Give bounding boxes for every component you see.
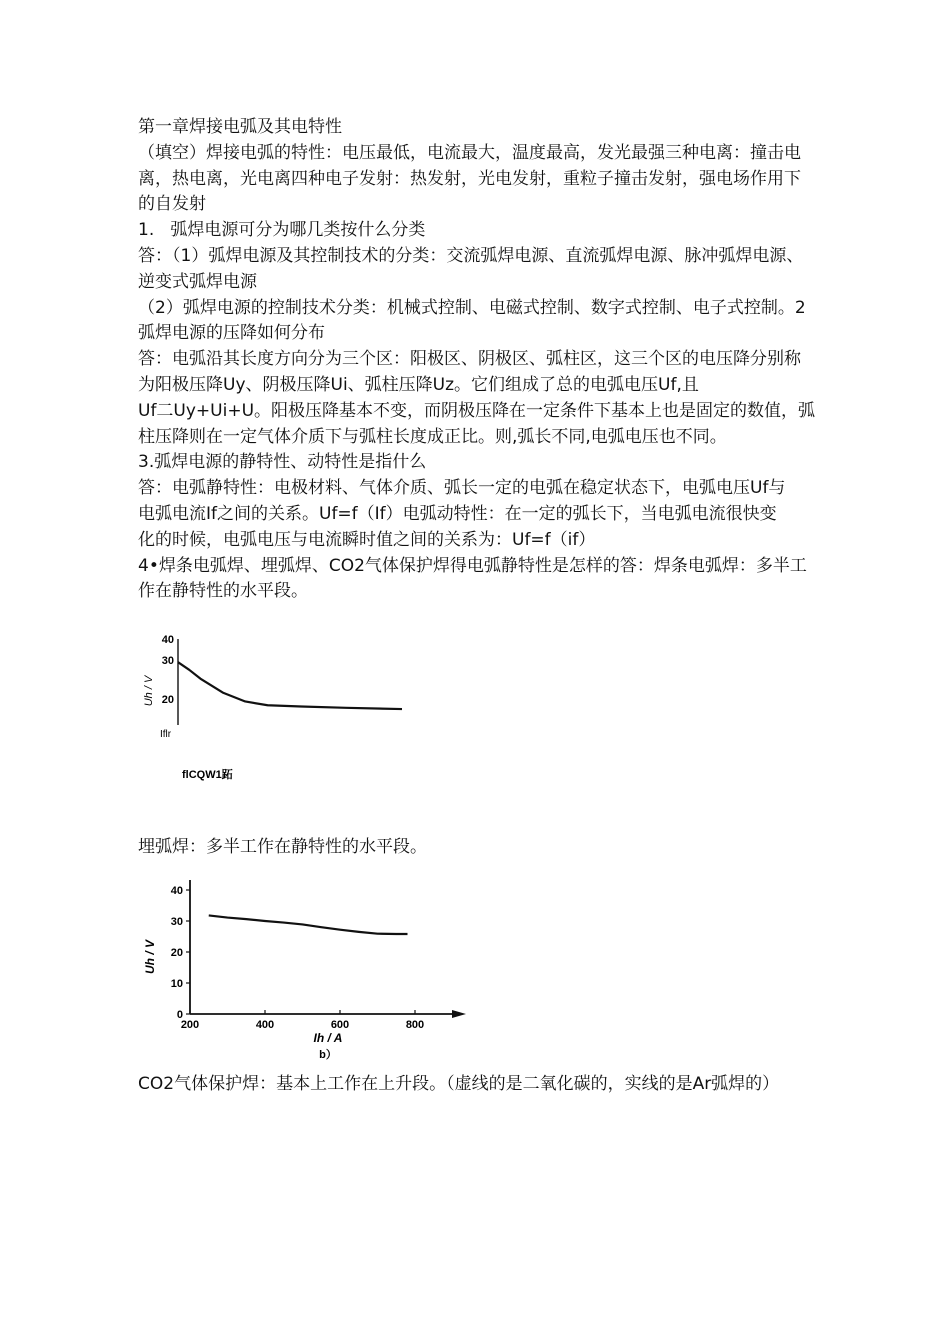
fig2-x-tick-label: 400 <box>255 1019 275 1031</box>
fig1-caption: flCQW1跖 <box>182 769 233 781</box>
fig2-x-axis-arrow <box>452 1010 466 1018</box>
text-line: 4•焊条电弧焊、埋弧焊、CO2气体保护焊得电弧静特性是怎样的答：焊条电弧焊：多半工 <box>138 555 807 576</box>
fig2-y-tick-label: 30 <box>170 916 183 928</box>
fig2-ticks <box>171 885 424 1031</box>
text-line: （2）弧焊电源的控制技术分类：机械式控制、电磁式控制、数字式控制、电子式控制。2 <box>138 297 806 318</box>
fig2-y-tick-label: 0 <box>176 1009 183 1021</box>
text-line: 电弧电流If之间的关系。Uf=f（If）电弧动特性：在一定的弧长下，当电弧电流很快变 <box>138 503 777 524</box>
text-line: 化的时候，电弧电压与电流瞬时值之间的关系为：Uf=f（if） <box>138 529 596 550</box>
text-line: 1. 弧焊电源可分为哪几类按什么分类 <box>138 220 426 241</box>
text-line: 答：电弧静特性：电极材料、气体介质、弧长一定的电弧在稳定状态下，电弧电压Uf与 <box>138 478 786 499</box>
body-text <box>138 115 890 605</box>
fig2-y-tick-label: 20 <box>170 947 183 959</box>
text-line: 第一章焊接电弧及其电特性 <box>138 117 342 137</box>
text-line: 为阳极压降Uy、阴极压降Ui、弧柱压降Uz。它们组成了总的电弧电压Uf,且 <box>138 374 699 395</box>
fig1-series-line <box>178 662 402 709</box>
text-line: Uf二Uy+Ui+U。阳极压降基本不变，而阴极压降在一定条件下基本上也是固定的数值，弧 <box>138 400 816 421</box>
text-line: 3.弧焊电源的静特性、动特性是指什么 <box>138 452 427 473</box>
text-line: 答：（1）弧焊电源及其控制技术的分类：交流弧焊电源、直流弧焊电源、脉冲弧焊电源、 <box>138 245 804 266</box>
text-line: 的自发射 <box>138 194 206 215</box>
fig2-x-tick-label: 200 <box>180 1019 200 1031</box>
fig1-y-tick-label: 40 <box>161 634 174 646</box>
text-line: 逆变式弧焊电源 <box>138 271 257 292</box>
fig1-x-axis-label: Iflr <box>160 729 172 740</box>
fig2-x-axis-label: Ih / A <box>313 1031 343 1045</box>
text-line: 离，热电离，光电离四种电子发射：热发射，光电发射，重粒子撞击发射，强电场作用下 <box>138 168 801 189</box>
fig2-series-line <box>209 915 408 934</box>
text-line: （填空）焊接电弧的特性：电压最低，电流最大，温度最高，发光最强三种电离：撞击电 <box>138 142 801 163</box>
co2-caption: CO2气体保护焊：基本上工作在上升段。（虚线的是二氧化碳的，实线的是Ar弧焊的） <box>138 1074 780 1094</box>
fig2-y-axis-label: Uh / V <box>143 939 157 975</box>
fig1-y-tick-label: 20 <box>161 694 174 706</box>
fig1-y-tick-label: 30 <box>161 655 174 667</box>
fig2-caption: b） <box>319 1049 337 1061</box>
saw-static-chart <box>140 872 480 1072</box>
fig1-series <box>178 662 402 709</box>
text-line: 答：电弧沿其长度方向分为三个区：阳极区、阴极区、弧柱区，这三个区的电压降分别称 <box>138 349 801 370</box>
saw-caption: 埋弧焊：多半工作在静特性的水平段。 <box>138 837 427 857</box>
text-line: 作在静特性的水平段。 <box>138 581 308 602</box>
text-line: 弧焊电源的压降如何分布 <box>138 323 325 344</box>
text-line: 柱压降则在一定气体介质下与弧柱长度成正比。则,弧长不同,电弧电压也不同。 <box>138 426 727 447</box>
fig2-x-tick-label: 800 <box>405 1019 425 1031</box>
fig1-ticks <box>162 634 174 706</box>
fig1-y-axis-label: Uh / V <box>143 675 155 707</box>
fig2-y-tick-label: 10 <box>170 978 183 990</box>
fig2-y-tick-label: 40 <box>170 885 183 897</box>
fig2-series <box>209 915 408 934</box>
fig2-x-tick-label: 600 <box>330 1019 350 1031</box>
fig2-axes <box>190 880 466 1018</box>
smaw-static-chart <box>140 625 420 785</box>
